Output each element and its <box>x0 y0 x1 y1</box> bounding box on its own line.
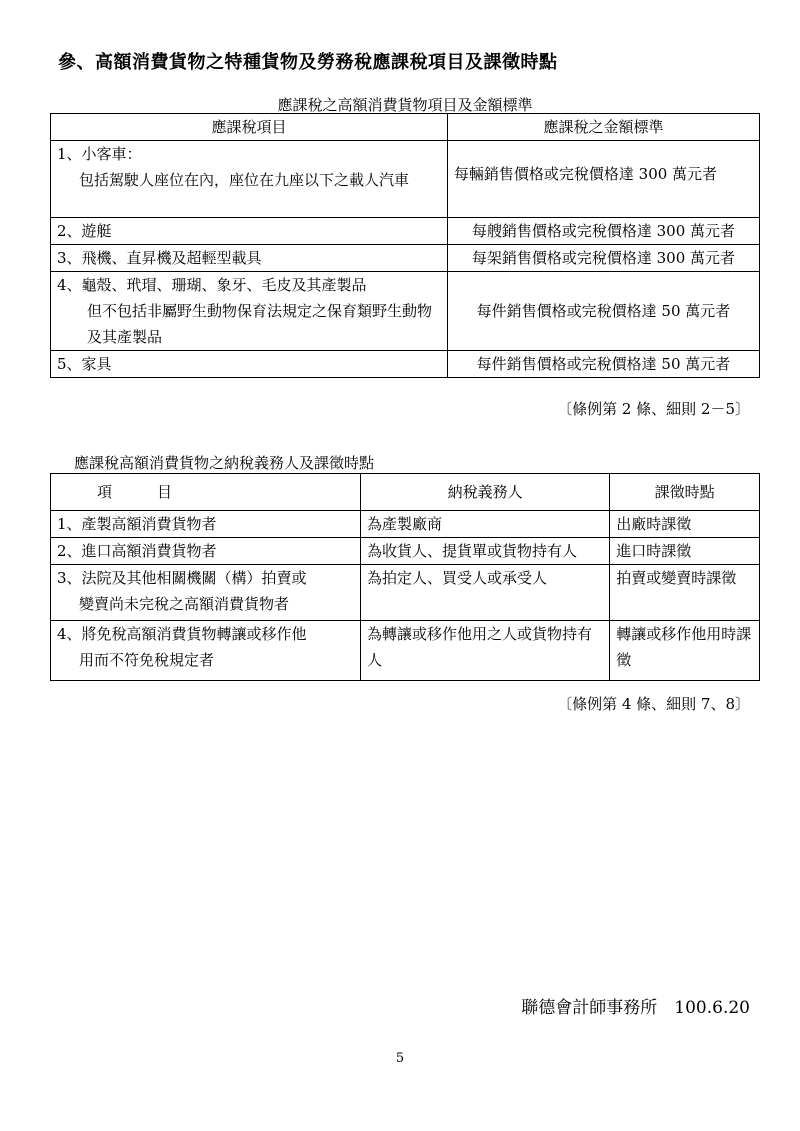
taxpayer-cell: 為拍定人、買受人或承受人 <box>360 565 609 621</box>
table-header-row <box>51 474 760 511</box>
table1-reference: 〔條例第 2 條、細則 2－5〕 <box>557 400 750 418</box>
standard-cell: 每艘銷售價格或完稅價格達 300 萬元者 <box>447 218 759 245</box>
table-header-row <box>51 114 760 141</box>
table-row <box>51 511 760 538</box>
table-row <box>51 218 760 245</box>
table1-caption: 應課稅之高額消費貨物項目及金額標準 <box>277 96 533 114</box>
standard-cell: 每件銷售價格或完稅價格達 50 萬元者 <box>447 351 759 378</box>
item-cell: 5、家具 <box>51 351 448 378</box>
taxpayer-cell: 為轉讓或移作他用之人或貨物持有人 <box>360 621 609 681</box>
standard-cell: 每件銷售價格或完稅價格達 50 萬元者 <box>447 272 759 351</box>
item-title: 3、法院及其他相關機關（構）拍賣或 <box>57 569 307 587</box>
item-detail: 但不包括非屬野生動物保育法規定之保育類野生動物及其產製品 <box>87 302 433 346</box>
table-row <box>51 272 760 351</box>
item-cell <box>51 141 448 218</box>
column-header-item: 項 目 <box>51 474 361 511</box>
item-cell: 1、產製高額消費貨物者 <box>51 511 361 538</box>
item-detail: 包括駕駛人座位在內，座位在九座以下之載人汽車 <box>79 171 410 189</box>
tax-items-table <box>50 113 760 378</box>
table-row <box>51 351 760 378</box>
item-cell: 3、飛機、直昇機及超輕型載具 <box>51 245 448 272</box>
column-header-taxpayer: 納稅義務人 <box>360 474 609 511</box>
timing-cell: 出廠時課徵 <box>610 511 760 538</box>
item-detail: 變賣尚未完稅之高額消費貨物者 <box>79 595 290 613</box>
taxpayer-cell: 為收貨人、提貨單或貨物持有人 <box>360 538 609 565</box>
table-row <box>51 621 760 681</box>
table2-reference: 〔條例第 4 條、細則 7、8〕 <box>557 695 750 713</box>
item-cell <box>51 272 448 351</box>
table-row <box>51 245 760 272</box>
column-header-item: 應課稅項目 <box>51 114 448 141</box>
taxpayer-cell: 為產製廠商 <box>360 511 609 538</box>
page-heading: 參、高額消費貨物之特種貨物及勞務稅應課稅項目及課徵時點 <box>58 52 558 73</box>
column-header-timing: 課徵時點 <box>610 474 760 511</box>
column-header-standard: 應課稅之金額標準 <box>447 114 759 141</box>
table-row <box>51 141 760 218</box>
timing-cell: 進口時課徵 <box>610 538 760 565</box>
item-title: 1、小客車： <box>57 145 142 163</box>
firm-footer: 聯德會計師事務所 100.6.20 <box>521 998 750 1018</box>
item-cell <box>51 565 361 621</box>
item-title: 4、將免稅高額消費貨物轉讓或移作他 <box>57 625 307 643</box>
item-title: 4、龜殼、玳瑁、珊瑚、象牙、毛皮及其產製品 <box>57 276 367 294</box>
page-number: 5 <box>395 1051 405 1066</box>
timing-cell: 轉讓或移作他用時課徵 <box>610 621 760 681</box>
table-row <box>51 538 760 565</box>
item-cell <box>51 621 361 681</box>
standard-cell: 每架銷售價格或完稅價格達 300 萬元者 <box>447 245 759 272</box>
table-row <box>51 565 760 621</box>
taxpayer-timing-table <box>50 473 760 681</box>
standard-cell: 每輛銷售價格或完稅價格達 300 萬元者 <box>447 141 759 218</box>
table2-caption: 應課稅高額消費貨物之納稅義務人及課徵時點 <box>74 454 375 472</box>
timing-cell: 拍賣或變賣時課徵 <box>610 565 760 621</box>
item-cell: 2、進口高額消費貨物者 <box>51 538 361 565</box>
item-cell: 2、遊艇 <box>51 218 448 245</box>
item-detail: 用而不符免稅規定者 <box>79 651 215 669</box>
